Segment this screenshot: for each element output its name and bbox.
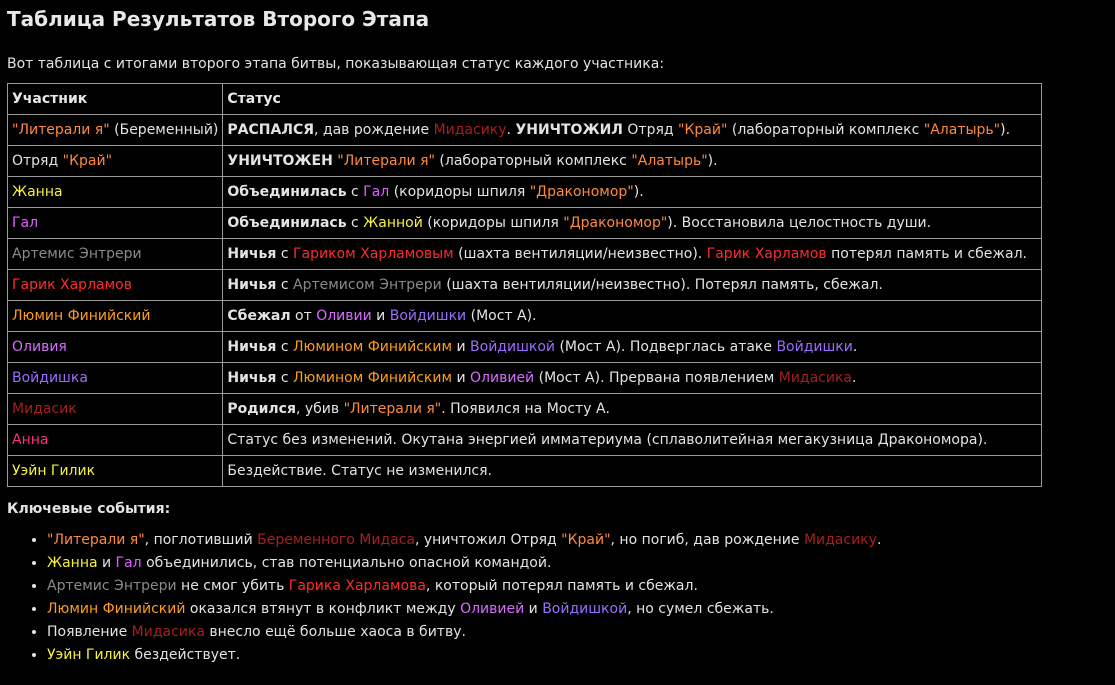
text-fragment: ).: [633, 184, 644, 200]
name-lyumin: Люмин Финийский: [12, 308, 151, 324]
text-fragment: потерял память и сбежал.: [826, 246, 1027, 262]
participant-cell: [8, 239, 223, 270]
name-kray: "Край": [678, 122, 728, 138]
list-item: [47, 552, 1115, 575]
participant-cell: [8, 270, 223, 301]
text-fragment: бездействует.: [130, 647, 241, 663]
name-artemis: Артемис Энтрери: [47, 578, 177, 594]
status-keyword: Сбежал: [227, 308, 291, 324]
name-voidishka: Войдишки: [389, 308, 467, 324]
text-fragment: оказался втянут в конфликт между: [185, 601, 461, 617]
name-zhanna: Жанной: [363, 215, 423, 231]
participant-cell: [8, 177, 223, 208]
table-row: [8, 270, 1042, 301]
participant-cell: [8, 115, 223, 146]
name-gal: Гал: [12, 215, 39, 231]
status-cell: [223, 270, 1042, 301]
status-cell: [223, 363, 1042, 394]
status-keyword: Объединилась: [227, 215, 347, 231]
name-kray: "Край": [62, 153, 113, 169]
name-midasik: Мидасика: [778, 370, 853, 386]
name-lyumin: Люмин Финийский: [47, 601, 186, 617]
name-ueyn: Уэйн Гилик: [47, 647, 131, 663]
text-fragment: Статус без изменений. Окутана энергией имматериума (сплаволитейная мегакузница Дракономора).: [227, 432, 988, 448]
table-row: [8, 208, 1042, 239]
status-keyword: УНИЧТОЖЕН: [227, 153, 333, 169]
name-voidishka: Войдишки: [776, 339, 853, 355]
text-fragment: , поглотивший: [144, 532, 258, 548]
name-olivia: Оливия: [12, 339, 67, 355]
name-midasik: Мидасику: [433, 122, 507, 138]
name-literali: "Литерали я": [47, 532, 145, 548]
text-fragment: (шахта вентиляции/неизвестно).: [453, 246, 707, 262]
name-garik: Гариком Харламовым: [293, 246, 454, 262]
name-garik: Гарика Харламова: [288, 578, 426, 594]
participant-cell: [8, 394, 223, 425]
results-table: [7, 83, 1042, 487]
text-fragment: , убив: [295, 401, 344, 417]
text-fragment: с: [276, 339, 293, 355]
table-row: [8, 425, 1042, 456]
participant-cell: [8, 425, 223, 456]
text-fragment: .: [876, 532, 882, 548]
name-anna: Анна: [12, 432, 49, 448]
text-fragment: , но сумел сбежать.: [627, 601, 774, 617]
text-fragment: (Мост А).: [466, 308, 537, 324]
text-fragment: Отряд: [12, 153, 63, 169]
list-item: [47, 598, 1115, 621]
text-fragment: Бездействие. Статус не изменился.: [227, 463, 492, 479]
intro-text: Вот таблица с итогами второго этапа битвы, показывающая статус каждого участника:: [7, 56, 665, 72]
status-cell: [223, 301, 1042, 332]
participant-cell: [8, 301, 223, 332]
name-olivia: Оливией: [470, 370, 535, 386]
page-title: Таблица Результатов Второго Этапа: [7, 7, 430, 31]
status-cell: [223, 115, 1042, 146]
text-fragment: и: [452, 339, 471, 355]
status-cell: [223, 332, 1042, 363]
name-garik: Гарик Харламов: [12, 277, 132, 293]
name-zhanna: Жанна: [47, 555, 98, 571]
text-fragment: (Мост А). Прервана появлением: [534, 370, 779, 386]
text-fragment: и: [97, 555, 116, 571]
text-fragment: с: [346, 184, 364, 200]
name-midasik: Беременного Мидаса: [257, 532, 415, 548]
text-fragment: с: [276, 370, 293, 386]
status-keyword: Ничья: [227, 277, 277, 293]
text-fragment: . Появился на Мосту А.: [441, 401, 610, 417]
text-fragment: и: [452, 370, 471, 386]
text-fragment: (Беременный): [109, 122, 219, 138]
name-gal: Гал: [363, 184, 390, 200]
table-row: [8, 394, 1042, 425]
header-participant: Участник: [8, 84, 223, 115]
text-fragment: от: [290, 308, 317, 324]
table-body: [8, 115, 1042, 487]
status-keyword: Объединилась: [227, 184, 347, 200]
name-alatyr: "Алатырь": [631, 153, 708, 169]
status-cell: [223, 425, 1042, 456]
table-row: [8, 301, 1042, 332]
name-olivia: Оливией: [460, 601, 525, 617]
name-midasik: Мидасику: [803, 532, 877, 548]
text-fragment: ). Восстановила целостность души.: [667, 215, 932, 231]
text-fragment: и: [371, 308, 390, 324]
name-gal: Гал: [115, 555, 142, 571]
name-alatyr: "Алатырь": [923, 122, 1001, 138]
status-keyword: УНИЧТОЖИЛ: [515, 122, 623, 138]
name-garik: Гарик Харламов: [706, 246, 827, 262]
table-header-row: [8, 84, 1042, 115]
text-fragment: Отряд: [622, 122, 679, 138]
participant-cell: [8, 363, 223, 394]
name-drakonomor: "Дракономор": [529, 184, 634, 200]
text-fragment: с: [346, 215, 364, 231]
table-row: [8, 115, 1042, 146]
text-fragment: .: [852, 370, 857, 386]
text-fragment: с: [276, 246, 293, 262]
text-fragment: с: [276, 277, 293, 293]
participant-cell: [8, 332, 223, 363]
text-fragment: ).: [1000, 122, 1011, 138]
text-fragment: (Мост А). Подверглась атаке: [555, 339, 777, 355]
status-cell: [223, 456, 1042, 487]
list-item: [47, 621, 1115, 644]
status-keyword: Ничья: [227, 339, 277, 355]
name-literali: "Литерали я": [12, 122, 110, 138]
table-row: [8, 146, 1042, 177]
text-fragment: .: [852, 339, 858, 355]
text-fragment: (лабораторный комплекс: [727, 122, 924, 138]
name-midasik: Мидасик: [12, 401, 77, 417]
header-status: Статус: [223, 84, 1042, 115]
table-row: [8, 239, 1042, 270]
text-fragment: объединились, став потенциально опасной командой.: [141, 555, 552, 571]
name-drakonomor: "Дракономор": [563, 215, 668, 231]
name-olivia: Оливии: [316, 308, 372, 324]
name-voidishka: Войдишкой: [542, 601, 628, 617]
table-row: [8, 332, 1042, 363]
text-fragment: не смог убить: [176, 578, 289, 594]
name-artemis: Артемисом Энтрери: [293, 277, 442, 293]
text-fragment: (лабораторный комплекс: [434, 153, 632, 169]
name-zhanna: Жанна: [12, 184, 63, 200]
text-fragment: (коридоры шпиля: [422, 215, 564, 231]
list-item: [47, 575, 1115, 598]
text-fragment: .: [506, 122, 516, 138]
participant-cell: [8, 146, 223, 177]
participant-cell: [8, 208, 223, 239]
status-cell: [223, 208, 1042, 239]
name-artemis: Артемис Энтрери: [12, 246, 142, 262]
text-fragment: ).: [707, 153, 718, 169]
status-cell: [223, 394, 1042, 425]
name-lyumin: Люмином Финийским: [293, 370, 453, 386]
name-lyumin: Люмином Финийским: [293, 339, 453, 355]
name-literali: "Литерали я": [337, 153, 435, 169]
text-fragment: Появление: [47, 624, 132, 640]
text-fragment: , дав рождение: [314, 122, 434, 138]
name-ueyn: Уэйн Гилик: [12, 463, 96, 479]
list-item: [47, 644, 1115, 667]
name-voidishka: Войдишкой: [470, 339, 556, 355]
key-events-list: [7, 529, 1115, 667]
text-fragment: внесло ещё больше хаоса в битву.: [204, 624, 466, 640]
text-fragment: , уничтожил Отряд: [414, 532, 562, 548]
status-keyword: Родился: [227, 401, 296, 417]
name-voidishka: Войдишка: [12, 370, 88, 386]
list-item: [47, 529, 1115, 552]
table-row: [8, 177, 1042, 208]
text-fragment: (коридоры шпиля: [389, 184, 530, 200]
name-literali: "Литерали я": [343, 401, 442, 417]
table-row: [8, 363, 1042, 394]
text-fragment: и: [524, 601, 543, 617]
name-kray: "Край": [561, 532, 611, 548]
text-fragment: (шахта вентиляции/неизвестно). Потерял память, сбежал.: [441, 277, 883, 293]
status-cell: [223, 239, 1042, 270]
status-keyword: РАСПАЛСЯ: [227, 122, 315, 138]
text-fragment: , который потерял память и сбежал.: [425, 578, 698, 594]
participant-cell: [8, 456, 223, 487]
text-fragment: , но погиб, дав рождение: [610, 532, 804, 548]
status-cell: [223, 177, 1042, 208]
status-cell: [223, 146, 1042, 177]
status-keyword: Ничья: [227, 370, 277, 386]
name-midasik: Мидасика: [131, 624, 205, 640]
table-row: [8, 456, 1042, 487]
status-keyword: Ничья: [227, 246, 277, 262]
key-events-title: Ключевые события:: [7, 501, 171, 517]
